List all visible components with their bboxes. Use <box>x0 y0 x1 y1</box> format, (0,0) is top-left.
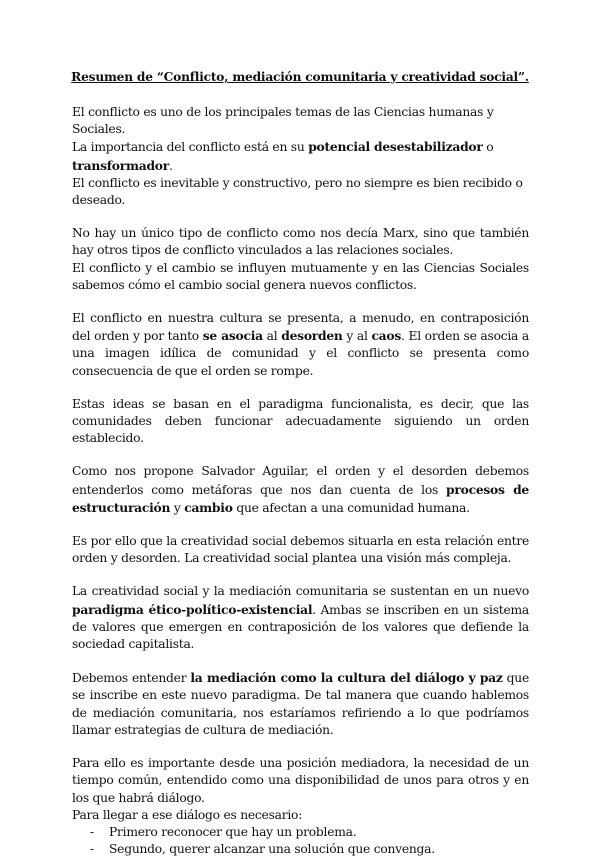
p8-text: que se inscribe en este nuevo paradigma. De tal manera que cuando hablemos de mediación comunitaria, nos estaríamos refiriendo a lo que podríamos llamar estrategias de cultura de mediación. <box>72 671 530 737</box>
paragraph-1 <box>72 104 529 209</box>
p1-line-1: El conflicto es uno de los principales temas de las Ciencias humanas y Sociales. <box>72 105 494 137</box>
document-body <box>72 104 529 858</box>
p2-sentence-1: No hay un único tipo de conflicto como nos decía Marx, sino que también hay otros tipos de conflicto vinculados a las relaciones sociales. <box>72 226 529 258</box>
paragraph-6: Es por ello que la creatividad social debemos situarla en esta relación entre orden y desorden. La creatividad social plantea una visión más compleja. <box>72 534 529 566</box>
p3-text: y al <box>342 329 372 344</box>
p1-text: o <box>482 140 494 155</box>
p8-bold: la mediación como la cultura del diálogo y paz <box>190 670 503 686</box>
paragraph-8 <box>72 669 529 739</box>
p7-text: La creatividad social y la mediación comunitaria se sustentan en un nuevo <box>72 584 529 599</box>
p5-bold: procesos de estructuración <box>72 481 529 515</box>
p3-bold: desorden <box>281 328 343 344</box>
p5-text: Como nos propone Salvador Aguilar, el orden y el desorden debemos entenderlos como metáforas que nos dan cuenta de los <box>72 464 529 497</box>
paragraph-7 <box>72 583 529 653</box>
p3-bold: se asocia <box>202 328 263 344</box>
p3-text: . El orden se asocia a una imagen idílica de comunidad y el conflicto se presenta como consecuencia de que el orden se rompe. <box>72 329 529 378</box>
paragraph-9: Para ello es importante desde una posición mediadora, la necesidad de un tiempo común, entendido como una disponibilidad de unos para otros y en los que habrá diálogo. <box>72 756 529 805</box>
paragraph-5 <box>72 463 529 517</box>
p5-text: y <box>170 500 185 515</box>
p2-sentence-2: El conflicto y el cambio se influyen mutuamente y en las Ciencias Sociales sabemos cómo el cambio social genera nuevos conflictos. <box>72 260 529 292</box>
p8-text: Debemos entender <box>72 671 191 686</box>
p7-bold: paradigma ético-político-existencial <box>72 601 313 617</box>
p5-bold: cambio <box>184 499 233 515</box>
p5-text: que afectan a una comunidad humana. <box>232 500 470 515</box>
p1-bold-transformador: transformador <box>72 157 169 173</box>
p3-text: al <box>262 329 282 344</box>
list-item: - Primero reconocer que hay un problema. <box>72 824 529 841</box>
p1-text: La importancia del conflicto está en su <box>72 140 309 155</box>
p7-text: . Ambas se inscriben en un sistema de valores que emergen en contraposición de los valores que defiende la sociedad capitalista. <box>72 602 529 652</box>
paragraph-4: Estas ideas se basan en el paradigma funcionalista, es decir, que las comunidades deben funcionar adecuadamente siguiendo un orden establecido. <box>72 396 529 446</box>
p1-line-3: El conflicto es inevitable y constructivo, pero no siempre es bien recibido o deseado. <box>72 175 523 208</box>
p1-text: . <box>168 158 173 173</box>
list-item: - Segundo, querer alcanzar una solución que convenga. <box>72 841 529 858</box>
document-title: Resumen de “Conflicto, mediación comunitaria y creatividad social”. <box>71 70 529 84</box>
paragraph-3 <box>72 310 529 380</box>
p3-bold: caos <box>371 328 402 344</box>
dash-list <box>72 824 529 858</box>
p1-bold-desestabilizador: potencial desestabilizador <box>308 139 483 155</box>
paragraph-10: Para llegar a ese diálogo es necesario: <box>72 807 303 822</box>
p1-line-2 <box>72 138 529 174</box>
p3-text: El conflicto en nuestra cultura se presenta, a menudo, en contraposición del orden y por tanto <box>72 311 529 344</box>
paragraph-2 <box>72 225 529 294</box>
